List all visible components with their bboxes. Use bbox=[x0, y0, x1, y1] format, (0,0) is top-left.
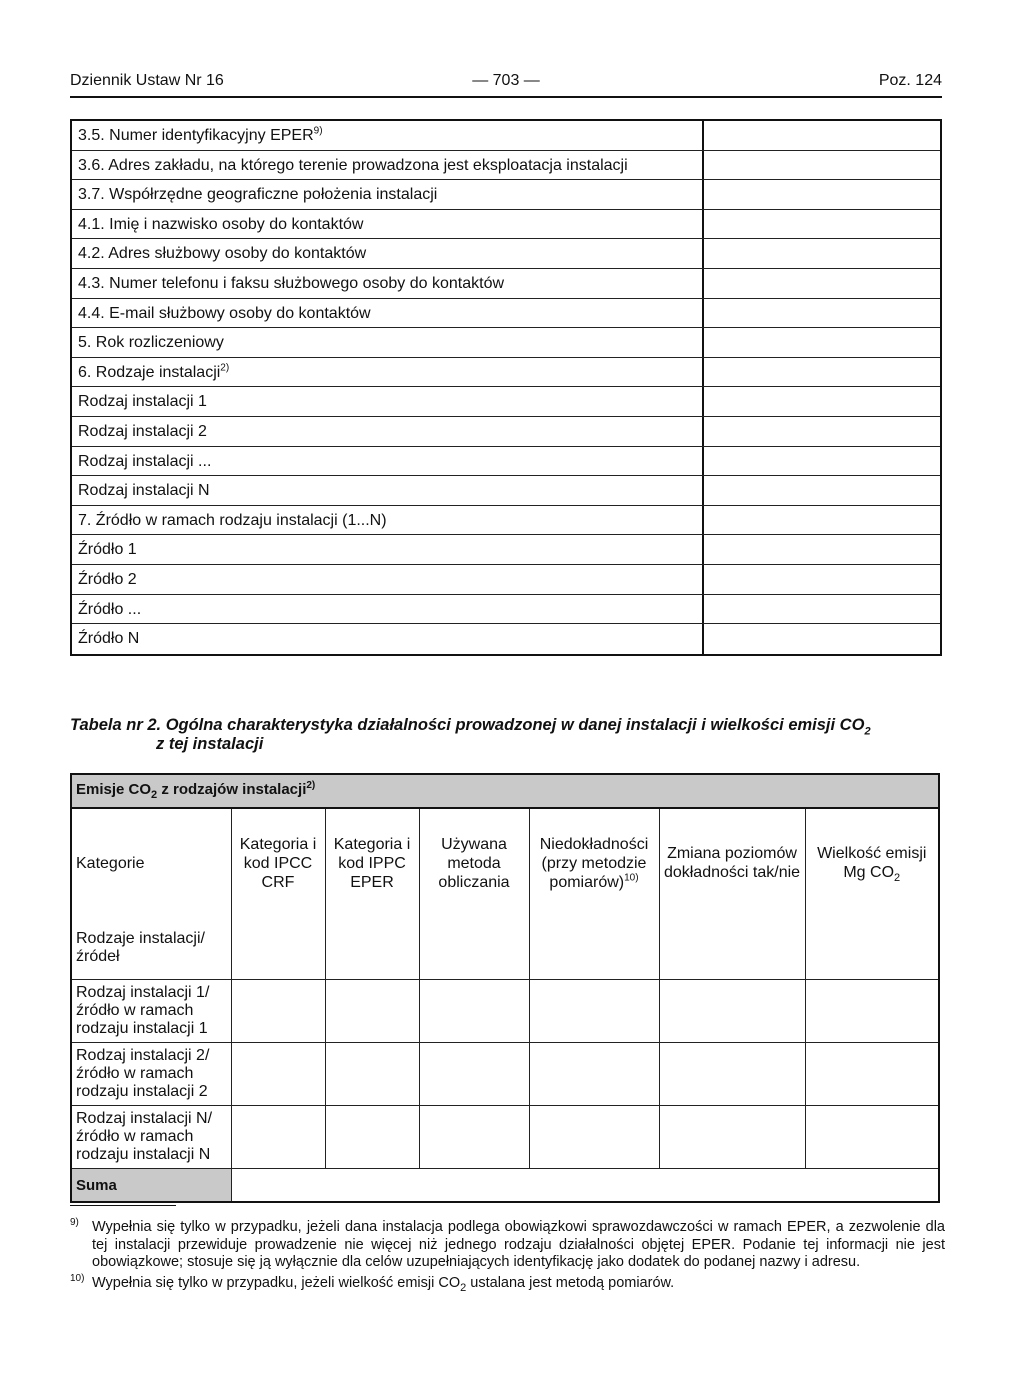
form-row-label bbox=[72, 151, 704, 180]
form-row-label bbox=[72, 595, 704, 624]
form-row-label bbox=[72, 387, 704, 416]
empty-cell[interactable] bbox=[659, 980, 805, 1043]
form-row-text: Rodzaj instalacji 2 bbox=[78, 422, 207, 440]
form-row-label bbox=[72, 565, 704, 594]
emissions-body bbox=[72, 917, 938, 1201]
empty-cell[interactable] bbox=[805, 1043, 938, 1106]
band-text: Emisje CO bbox=[76, 781, 152, 798]
table-row bbox=[72, 980, 938, 1043]
form-row-label bbox=[72, 239, 704, 268]
table-row bbox=[72, 917, 938, 980]
empty-cell[interactable] bbox=[325, 1106, 419, 1169]
emissions-grid bbox=[72, 809, 938, 1201]
form-row bbox=[72, 565, 940, 595]
band-text-post: z rodzajów instalacji bbox=[157, 781, 307, 798]
form-row-text: Rodzaj instalacji ... bbox=[78, 452, 212, 470]
form-row bbox=[72, 358, 940, 388]
footnote-mark: 9) bbox=[70, 1217, 79, 1228]
header-accuracy-change: Zmiana poziomów dokładności tak/nie bbox=[659, 809, 805, 917]
footnote-sub: 2 bbox=[460, 1281, 467, 1294]
form-row-value-field[interactable] bbox=[704, 565, 940, 594]
form-row-value-field[interactable] bbox=[704, 417, 940, 446]
page-number: — 703 — bbox=[472, 72, 540, 89]
empty-cell[interactable] bbox=[419, 980, 529, 1043]
form-row bbox=[72, 447, 940, 477]
empty-cell[interactable] bbox=[659, 1043, 805, 1106]
empty-cell[interactable] bbox=[805, 917, 938, 980]
form-row-label bbox=[72, 180, 704, 209]
emissions-band bbox=[72, 775, 938, 809]
row-category-label: Rodzaj instalacji 2/ źródło w ramach rodzaju instalacji 2 bbox=[72, 1043, 231, 1106]
empty-cell[interactable] bbox=[231, 1106, 325, 1169]
empty-cell[interactable] bbox=[419, 1106, 529, 1169]
footnote-rule bbox=[70, 1205, 176, 1206]
empty-cell[interactable] bbox=[529, 1043, 659, 1106]
form-row bbox=[72, 239, 940, 269]
row-category-label: Rodzaj instalacji 1/ źródło w ramach rodzaju instalacji 1 bbox=[72, 980, 231, 1043]
table-caption bbox=[70, 716, 950, 754]
form-row-value-field[interactable] bbox=[704, 328, 940, 357]
empty-cell[interactable] bbox=[529, 917, 659, 980]
table-row bbox=[72, 1106, 938, 1169]
empty-cell[interactable] bbox=[659, 917, 805, 980]
band-sub: 2 bbox=[151, 789, 158, 801]
table-title-line2: z tej instalacji bbox=[156, 735, 264, 753]
form-row bbox=[72, 535, 940, 565]
form-row bbox=[72, 269, 940, 299]
form-row-value-field[interactable] bbox=[704, 151, 940, 180]
table-row bbox=[72, 1043, 938, 1106]
footnotes bbox=[70, 1219, 945, 1295]
form-row-value-field[interactable] bbox=[704, 476, 940, 505]
header-emission-size bbox=[805, 809, 938, 917]
form-row-text: Źródło N bbox=[78, 630, 140, 648]
co2-subscript: 2 bbox=[864, 725, 871, 738]
form-row-text: 4.3. Numer telefonu i faksu służbowego osoby do kontaktów bbox=[78, 274, 505, 292]
header-uncertainty-sup: 10) bbox=[624, 872, 639, 884]
form-row bbox=[72, 180, 940, 210]
form-row-value-field[interactable] bbox=[704, 121, 940, 150]
form-row-value-field[interactable] bbox=[704, 506, 940, 535]
empty-cell[interactable] bbox=[805, 1106, 938, 1169]
header-method: Używana metoda obliczania bbox=[419, 809, 529, 917]
form-row-text: 4.1. Imię i nazwisko osoby do kontaktów bbox=[78, 215, 364, 233]
form-row-label bbox=[72, 506, 704, 535]
form-row-label bbox=[72, 328, 704, 357]
empty-cell[interactable] bbox=[419, 917, 529, 980]
empty-cell[interactable] bbox=[659, 1106, 805, 1169]
form-row bbox=[72, 151, 940, 181]
form-row-label bbox=[72, 269, 704, 298]
form-row-label bbox=[72, 210, 704, 239]
header-ipcc: Kategoria i kod IPCC CRF bbox=[231, 809, 325, 917]
form-row bbox=[72, 210, 940, 240]
form-row-text: 3.7. Współrzędne geograficzne położenia instalacji bbox=[78, 186, 438, 204]
header-rule bbox=[70, 96, 942, 98]
form-row-value-field[interactable] bbox=[704, 239, 940, 268]
form-row bbox=[72, 595, 940, 625]
form-row-text: 7. Źródło w ramach rodzaju instalacji (1...N) bbox=[78, 511, 387, 529]
form-row-text: Źródło 2 bbox=[78, 570, 137, 588]
empty-cell[interactable] bbox=[325, 980, 419, 1043]
emissions-table bbox=[70, 773, 940, 1203]
empty-cell[interactable] bbox=[231, 1043, 325, 1106]
form-row-value-field[interactable] bbox=[704, 299, 940, 328]
table-number: Tabela nr 2. bbox=[70, 716, 162, 734]
form-row-footnote-ref: 2) bbox=[220, 362, 230, 374]
empty-cell[interactable] bbox=[529, 1106, 659, 1169]
sum-label: Suma bbox=[72, 1169, 231, 1202]
empty-cell[interactable] bbox=[325, 917, 419, 980]
form-row bbox=[72, 387, 940, 417]
footnote-text-post: ustalana jest metodą pomiarów. bbox=[466, 1274, 675, 1291]
empty-cell[interactable] bbox=[529, 980, 659, 1043]
form-row-label bbox=[72, 624, 704, 654]
header-emission-sub: 2 bbox=[894, 872, 901, 885]
footnote-text: Wypełnia się tylko w przypadku, jeżeli dana instalacja podlega obowiązkowi sprawozdawczości w ramach EPER, a zezwolenie dla tej instalacji przewiduje prowadzenie nie więcej niż jednego rodzaju działalności objętej EPER. Podanie tej informacji nie jest obowiązkowe; stosuje się ją wyłącznie dla celów uzupełniających identyfikację jako dodatek do podanej nazwy i adresu. bbox=[92, 1219, 945, 1270]
form-row-value-field[interactable] bbox=[704, 535, 940, 564]
header-kategorie: Kategorie bbox=[72, 809, 231, 917]
form-row-label bbox=[72, 299, 704, 328]
form-row-value-field[interactable] bbox=[704, 269, 940, 298]
form-row-text: Rodzaj instalacji N bbox=[78, 482, 210, 500]
form-row bbox=[72, 121, 940, 151]
form-row-text: 6. Rodzaje instalacji bbox=[78, 363, 221, 381]
form-row-text: 3.6. Adres zakładu, na którego terenie prowadzona jest eksploatacja instalacji bbox=[78, 156, 628, 174]
empty-cell[interactable] bbox=[231, 917, 325, 980]
form-row-label bbox=[72, 121, 704, 150]
table-title: Ogólna charakterystyka działalności prowadzonej w danej instalacji i wielkości emisji CO bbox=[165, 716, 865, 734]
sum-value-cell[interactable] bbox=[231, 1169, 938, 1202]
form-row-value-field[interactable] bbox=[704, 180, 940, 209]
header-ippc: Kategoria i kod IPPC EPER bbox=[325, 809, 419, 917]
form-row bbox=[72, 328, 940, 358]
empty-cell[interactable] bbox=[325, 1043, 419, 1106]
empty-cell[interactable] bbox=[805, 980, 938, 1043]
form-row-text: Rodzaj instalacji 1 bbox=[78, 393, 207, 411]
form-row-text: 5. Rok rozliczeniowy bbox=[78, 334, 224, 352]
form-row-text: Źródło ... bbox=[78, 600, 142, 618]
form-row-value-field[interactable] bbox=[704, 595, 940, 624]
position-number: Poz. 124 bbox=[878, 72, 942, 89]
form-row bbox=[72, 417, 940, 447]
header-uncertainty bbox=[529, 809, 659, 917]
footnote-10 bbox=[70, 1272, 945, 1294]
form-row-footnote-ref: 9) bbox=[313, 125, 323, 137]
identification-table bbox=[70, 119, 942, 656]
form-row-text: 4.4. E-mail służbowy osoby do kontaktów bbox=[78, 304, 371, 322]
empty-cell[interactable] bbox=[419, 1043, 529, 1106]
page-header bbox=[70, 72, 942, 94]
form-row-label bbox=[72, 417, 704, 446]
form-row bbox=[72, 624, 940, 654]
header-emission-text: Wielkość emisji Mg CO bbox=[817, 845, 927, 881]
header-row bbox=[72, 809, 938, 917]
footnote-mark: 10) bbox=[70, 1272, 85, 1284]
form-row-label bbox=[72, 447, 704, 476]
journal-title: Dziennik Ustaw Nr 16 bbox=[70, 72, 224, 89]
empty-cell[interactable] bbox=[231, 980, 325, 1043]
form-row bbox=[72, 299, 940, 329]
form-row-label bbox=[72, 535, 704, 564]
form-row bbox=[72, 476, 940, 506]
row-category-label: Rodzaje instalacji/źródeł bbox=[72, 917, 231, 980]
band-sup: 2) bbox=[306, 780, 316, 791]
sum-row bbox=[72, 1169, 938, 1202]
form-row-value-field[interactable] bbox=[704, 447, 940, 476]
form-row-label bbox=[72, 476, 704, 505]
form-row-text: 3.5. Numer identyfikacyjny EPER bbox=[78, 127, 314, 144]
form-row-value-field[interactable] bbox=[704, 624, 940, 654]
form-row-text: Źródło 1 bbox=[78, 541, 137, 559]
footnote-text: Wypełnia się tylko w przypadku, jeżeli wielkość emisji CO bbox=[92, 1274, 461, 1291]
footnote-9 bbox=[70, 1219, 945, 1272]
form-row bbox=[72, 506, 940, 536]
form-row-text: 4.2. Adres służbowy osoby do kontaktów bbox=[78, 245, 367, 263]
form-row-value-field[interactable] bbox=[704, 210, 940, 239]
form-row-value-field[interactable] bbox=[704, 387, 940, 416]
form-row-label bbox=[72, 358, 704, 387]
row-category-label: Rodzaj instalacji N/ źródło w ramach rodzaju instalacji N bbox=[72, 1106, 231, 1169]
header-uncertainty-text: Niedokładności (przy metodzie pomiarów) bbox=[539, 835, 649, 891]
form-row-value-field[interactable] bbox=[704, 358, 940, 387]
